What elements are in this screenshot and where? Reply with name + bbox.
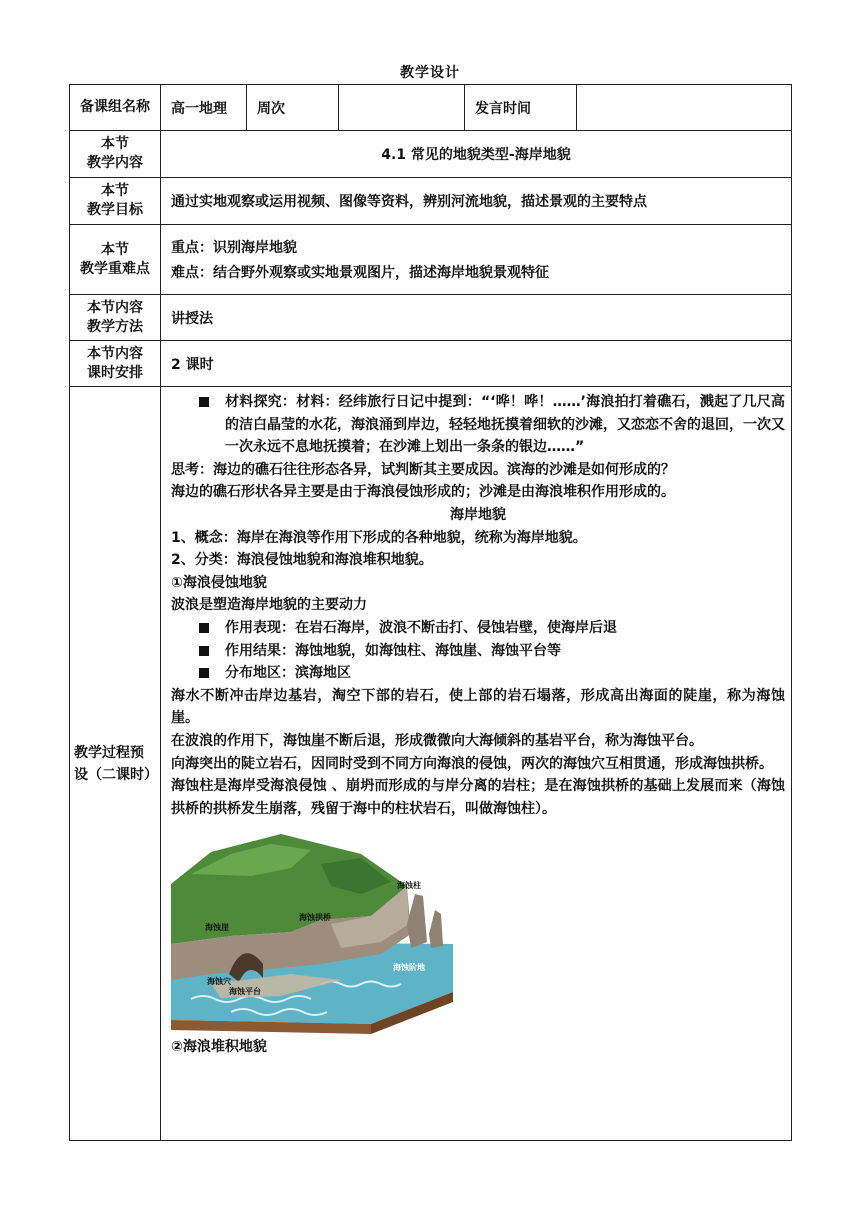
cliff-text: 海水不断冲击岸边基岩，淘空下部的岩石，使上部的岩石塌落，形成高出海面的陡崖，称为海蚀崖。 [171,687,785,727]
bullet-item [171,640,785,663]
diagram-label: 海蚀拱桥 [299,913,331,923]
method-label: 本节内容 教学方法 [70,295,161,341]
content-label: 本节 教学内容 [70,131,161,178]
answer-text: 海边的礁石形状各异主要是由于海浪侵蚀形成的；沙滩是由海浪堆积作用形成的。 [171,484,675,501]
goal-value: 通过实地观察或运用视频、图像等资料，辨别河流地貌，描述景观的主要特点 [161,178,792,225]
coastal-erosion-landform-diagram [171,824,453,1034]
bullet-text: 分布地区：滨海地区 [225,665,351,682]
bullet-square-icon [199,397,209,407]
bullet-item [171,617,785,640]
platform-text: 在波浪的作用下，海蚀崖不断后退，形成微微向大海倾斜的基岩平台，称为海蚀平台。 [171,732,703,749]
key-point: 重点：识别海岸地貌 [171,239,297,256]
diagram-label: 海蚀阶地 [393,963,425,973]
material-item [171,391,785,459]
hours-label: 本节内容 课时安排 [70,341,161,387]
diagram-label: 海蚀柱 [397,881,421,891]
think-text: 思考：海边的礁石往往形态各异，试判断其主要成因。滨海的沙滩是如何形成的？ [171,461,675,478]
arch-text: 向海突出的陡立岩石，因同时受到不同方向海浪的侵蚀，两次的海蚀穴互相贯通，形成海蚀拱桥。 [171,755,773,772]
concept-text: 1、概念：海岸在海浪等作用下形成的各种地貌，统称为海岸地貌。 [171,529,587,546]
key-label [70,225,161,295]
wave-power-text: 波浪是塑造海岸地貌的主要动力 [171,597,367,614]
section-heading: 海岸地貌 [450,506,506,523]
method-value: 讲授法 [161,295,792,341]
bullet-square-icon [199,646,209,656]
diagram-label: 海蚀穴 [207,977,231,987]
classify-text: 2、分类：海浪侵蚀地貌和海浪堆积地貌。 [171,552,433,569]
lesson-plan-table [69,84,792,1141]
bullet-text: 作用表现：在岩石海岸，波浪不断击打、侵蚀岩壁，使海岸后退 [225,619,617,636]
goal-label: 本节 教学目标 [70,178,161,225]
week-value [339,85,465,131]
material-text: 材料探究：材料：经纬旅行日记中提到：“‘哗！哗！……’海浪拍打着礁石，溅起了几尺高的洁白晶莹的水花，海浪涌到岸边，轻轻地抚摸着细软的沙滩，又恋恋不舍的退回，一次又一次永远不息地抚摸着；在沙滩上划出一条条的银边……” [225,394,785,456]
bullet-square-icon [199,623,209,633]
speak-time-label: 发言时间 [465,85,577,131]
bullet-square-icon [199,668,209,678]
bullet-item [171,662,785,685]
process-label-text: 教学过程预设（二课时） [74,744,158,783]
week-label: 周次 [247,85,339,131]
erosion-title: ①海浪侵蚀地貌 [171,574,267,591]
content-value: 4.1 常见的地貌类型-海岸地貌 [161,131,792,178]
speak-time-value [577,85,792,131]
key-value [161,225,792,295]
difficult-point: 难点：结合野外观察或实地景观图片，描述海岸地貌景观特征 [171,264,549,281]
process-label [70,387,161,1141]
process-content [161,387,792,1141]
deposit-title: ②海浪堆积地貌 [171,1039,267,1056]
document-title: 教学设计 [400,65,460,81]
diagram-label: 海蚀平台 [229,987,261,997]
diagram-label: 海蚀崖 [205,923,229,933]
hours-value: 2 课时 [161,341,792,387]
bullet-text: 作用结果：海蚀地貌，如海蚀柱、海蚀崖、海蚀平台等 [225,642,561,659]
group-label: 备课组名称 [70,85,161,131]
stack-text: 海蚀柱是海岸受海浪侵蚀 、崩坍而形成的与岸分离的岩柱；是在海蚀拱桥的基础上发展而来（海蚀拱桥的拱桥发生崩落，残留于海中的柱状岩石，叫做海蚀柱）。 [171,778,785,817]
group-value: 高一地理 [161,85,247,131]
key-label-text: 本节 教学重难点 [80,241,150,277]
